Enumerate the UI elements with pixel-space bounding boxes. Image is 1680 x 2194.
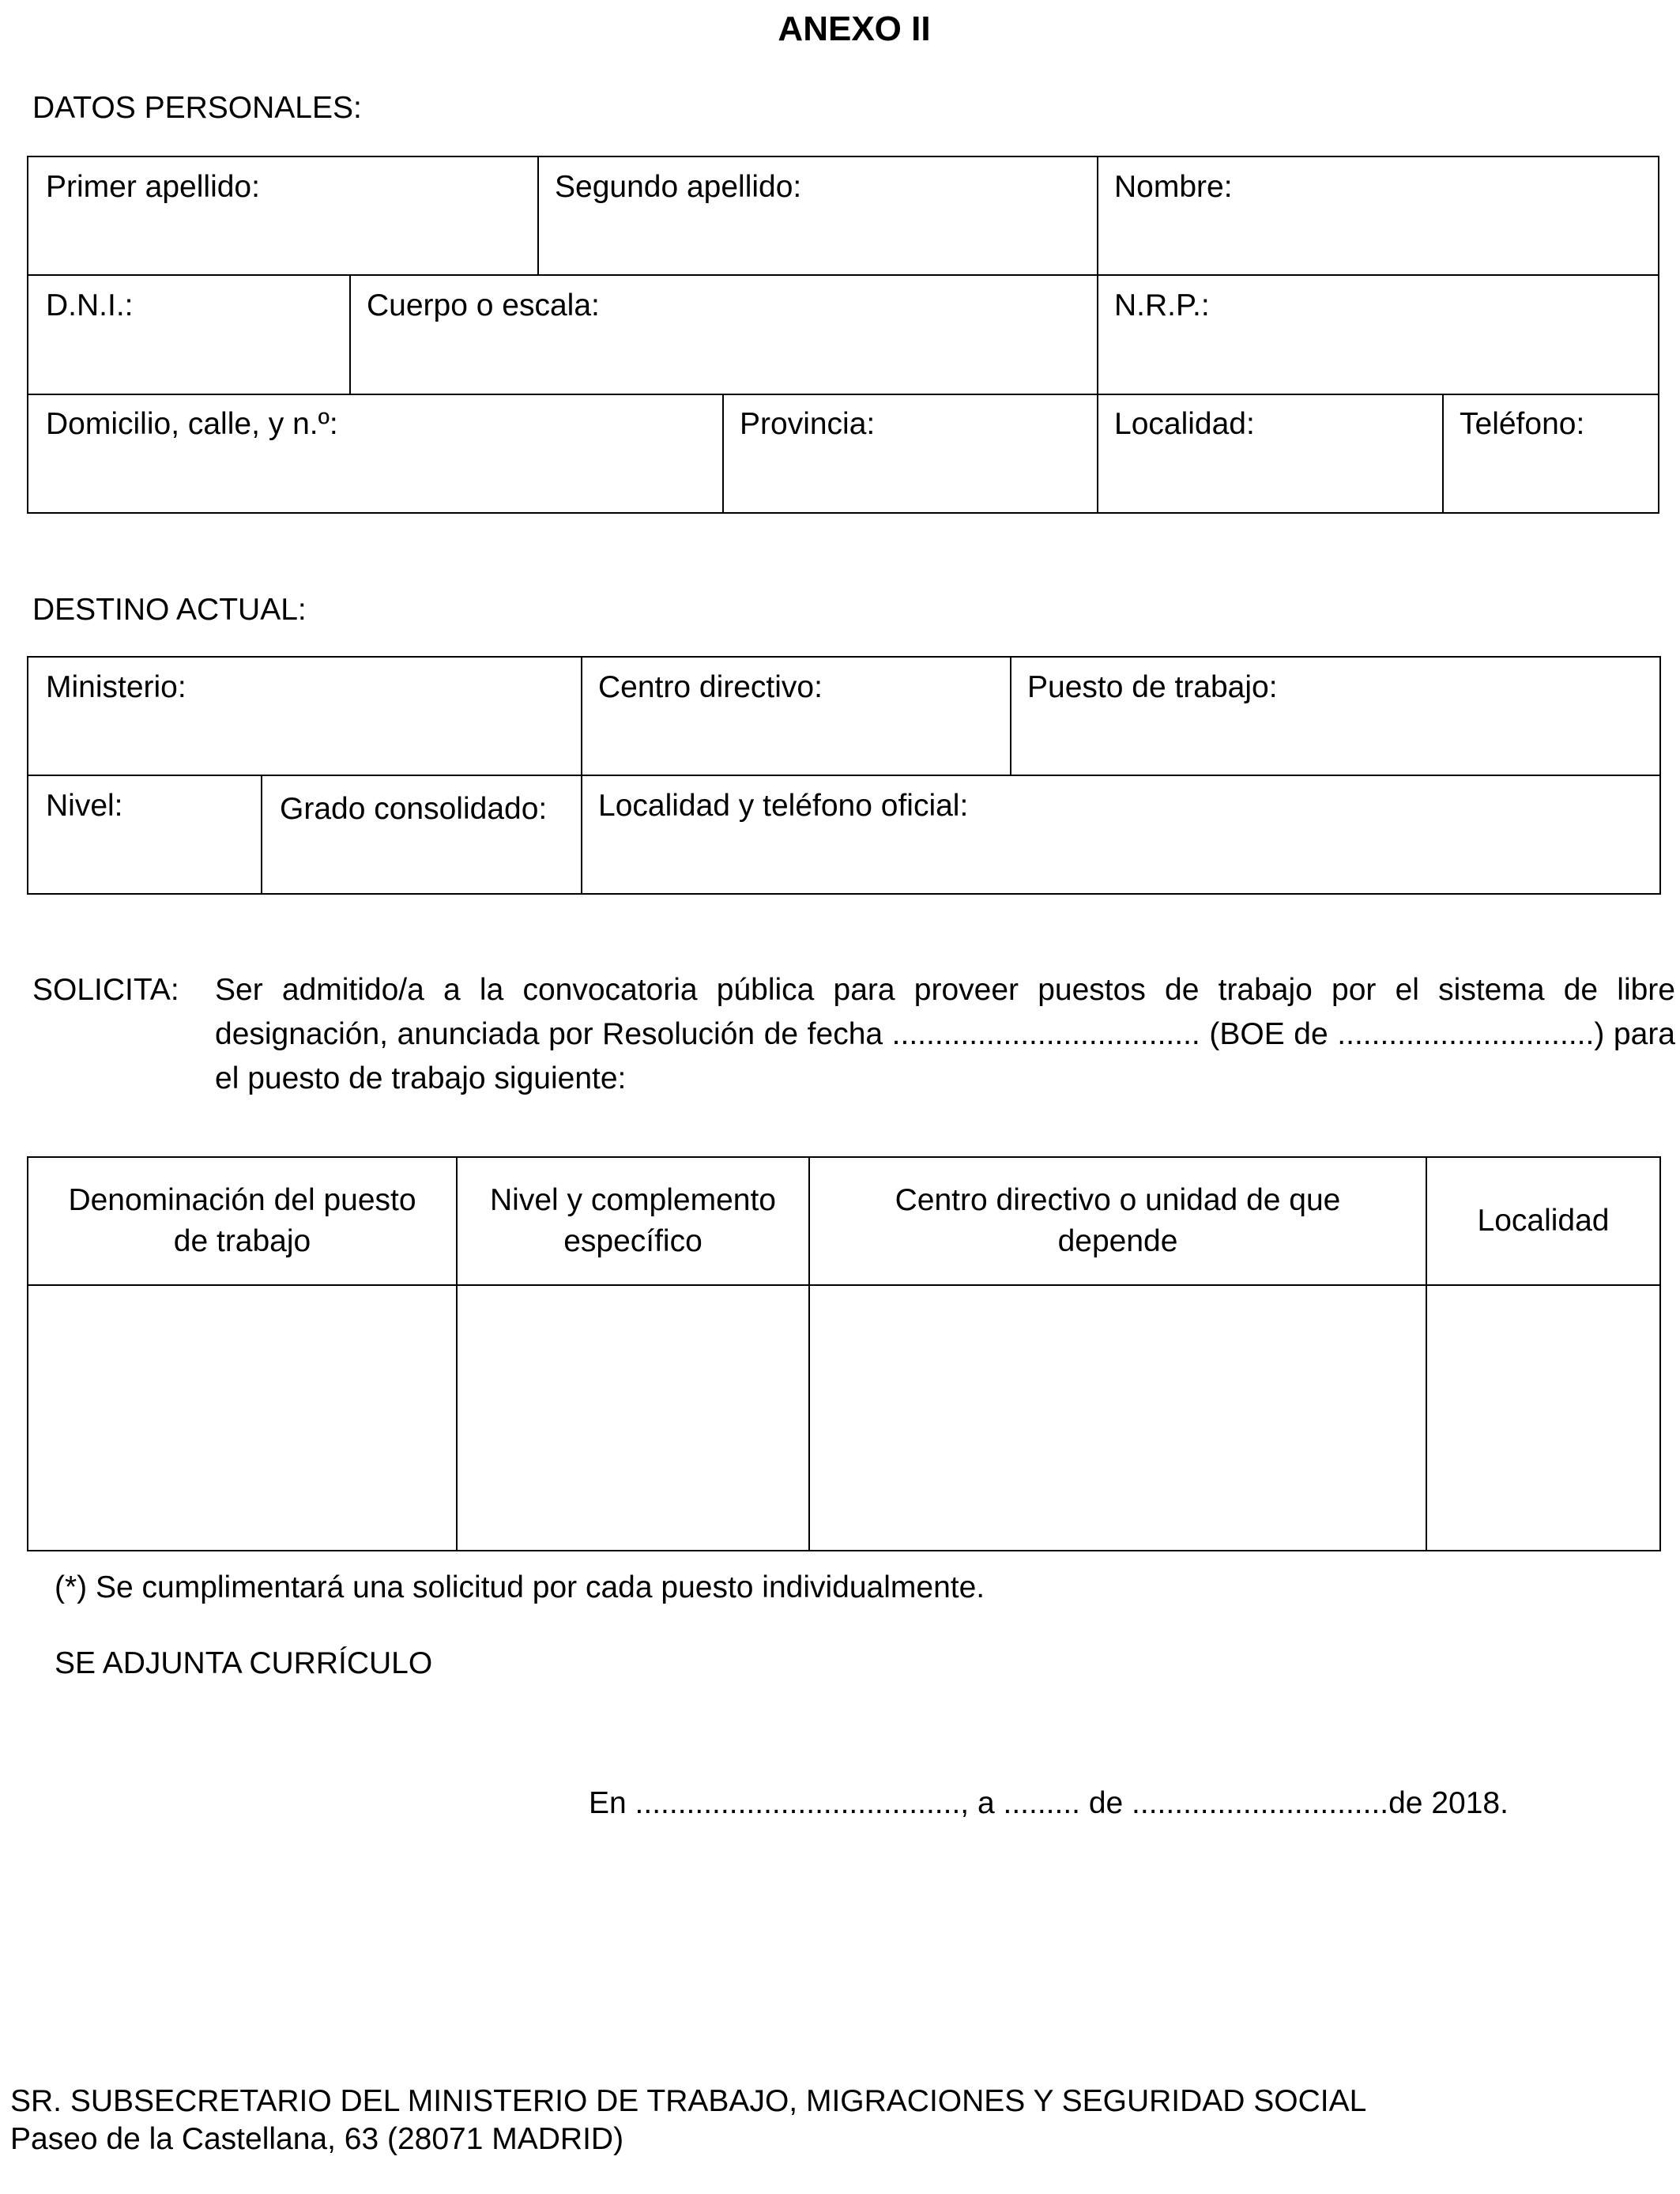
puesto-trabajo-field[interactable]: Puesto de trabajo: [1027, 670, 1278, 704]
nota-text: (*) Se cumplimentará una solicitud por cada puesto individualmente. [55, 1570, 985, 1604]
col-divider [537, 157, 539, 276]
header-centro-directivo: Centro directivo o unidad de que depende [895, 1183, 1341, 1258]
ministerio-field[interactable]: Ministerio: [46, 670, 186, 704]
col-divider [1097, 157, 1098, 395]
input-centro-directivo[interactable] [810, 1286, 1426, 1550]
col-divider [1010, 658, 1011, 776]
col-divider [581, 658, 582, 893]
centro-directivo-field[interactable]: Centro directivo: [598, 670, 823, 704]
solicita-text: Ser admitido/a a la convocatoria pública para proveer puestos de trabajo por el sistema de libre designación, anunciada por Resolución de fecha .................................... (BOE de ..............................) para el puesto de trabajo siguiente: [215, 973, 1675, 1095]
page-title: ANEXO II [778, 9, 931, 48]
row-divider [28, 274, 1658, 276]
provincia-field[interactable]: Provincia: [740, 407, 876, 441]
row-divider [28, 394, 1658, 395]
destinatario-line1: SR. SUBSECRETARIO DEL MINISTERIO DE TRABAJO, MIGRACIONES Y SEGURIDAD SOCIAL [10, 2084, 1367, 2118]
header-denominacion: Denominación del puesto de trabajo [68, 1183, 416, 1258]
grado-consolidado-field[interactable]: Grado consolidado: [280, 792, 548, 826]
input-localidad[interactable] [1427, 1286, 1659, 1550]
localidad-field[interactable]: Localidad: [1114, 407, 1255, 441]
adjunta-curriculo-text: SE ADJUNTA CURRÍCULO [55, 1646, 433, 1680]
segundo-apellido-field[interactable]: Segundo apellido: [555, 170, 802, 204]
solicita-label: SOLICITA: [32, 973, 179, 1007]
destino-actual-heading: DESTINO ACTUAL: [32, 593, 307, 627]
primer-apellido-field[interactable]: Primer apellido: [46, 170, 260, 204]
puesto-table [27, 1156, 1661, 1551]
nivel-field[interactable]: Nivel: [46, 789, 123, 823]
domicilio-field[interactable]: Domicilio, calle, y n.º: [46, 407, 338, 441]
telefono-field[interactable]: Teléfono: [1460, 407, 1585, 441]
col-divider [349, 274, 351, 394]
row-divider [28, 775, 1659, 776]
col-divider [722, 394, 724, 513]
nrp-field[interactable]: N.R.P.: [1114, 288, 1210, 322]
col-divider [1097, 394, 1098, 513]
nombre-field[interactable]: Nombre: [1114, 170, 1233, 204]
col-divider [1442, 394, 1444, 513]
dni-field[interactable]: D.N.I.: [46, 288, 134, 322]
cuerpo-escala-field[interactable]: Cuerpo o escala: [367, 288, 600, 322]
input-denominacion[interactable] [28, 1286, 456, 1550]
destinatario-line2: Paseo de la Castellana, 63 (28071 MADRID) [10, 2122, 624, 2156]
fecha-linea: En ......................................, a ......... de ..............................de 2018. [589, 1786, 1509, 1820]
datos-personales-heading: DATOS PERSONALES: [32, 91, 362, 125]
header-localidad: Localidad [1477, 1204, 1610, 1238]
destino-actual-table [27, 656, 1661, 895]
datos-personales-table [27, 156, 1659, 514]
header-nivel-complemento: Nivel y complemento específico [490, 1183, 776, 1258]
col-divider [261, 775, 262, 893]
input-nivel-complemento[interactable] [458, 1286, 808, 1550]
localidad-telefono-field[interactable]: Localidad y teléfono oficial: [598, 789, 969, 823]
